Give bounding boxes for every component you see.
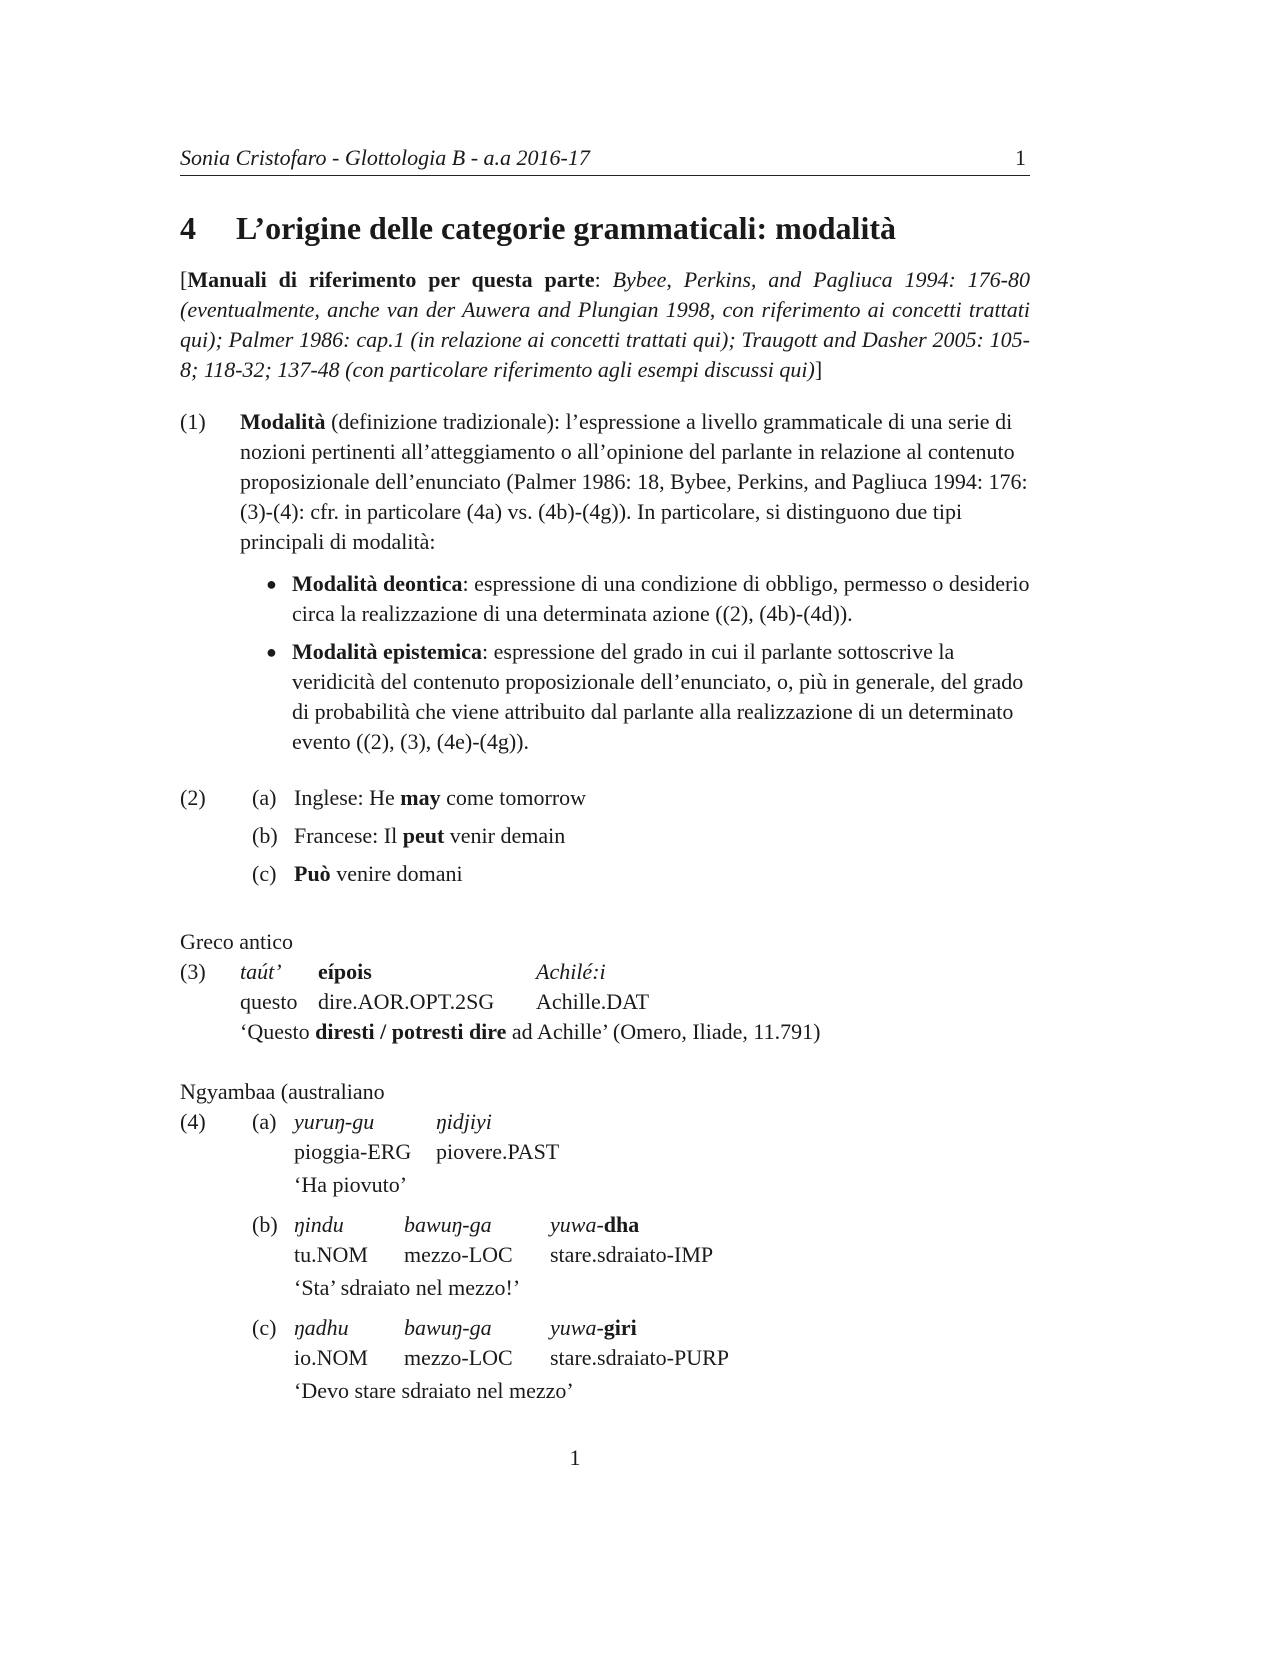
list-item: ● Modalità deontica: espressione di una condizione di obbligo, permesso o desiderio circa la realizzazione di una determinata azione ((2), (4b)-(4d)). <box>266 571 1030 626</box>
example-4a: (a) yuruŋ-gu ŋidjiyi pioggia-ERG piovere.PAST ‘Ha piovuto’ <box>240 1107 1030 1200</box>
translation: ‘Sta’ sdraiato nel mezzo!’ <box>294 1275 521 1300</box>
section-title <box>180 210 1030 247</box>
modality-types-list <box>240 569 1030 757</box>
example-1 <box>180 407 1030 765</box>
language-label: Greco antico <box>180 929 293 954</box>
page <box>180 145 1030 1416</box>
example-2a: (a) Inglese: He may come tomorrow <box>252 785 587 810</box>
example-4 <box>180 1107 1030 1416</box>
example-4b: (b) ŋindu bawuŋ-ga yuwa-dha tu.NOM mezzo-LOC stare.sdraiato-IMP ‘Sta’ sdraiato nel mezzo!’ <box>240 1210 1030 1303</box>
list-item: ● Modalità epistemica: espressione del grado in cui il parlante sottoscrive la veridicità del contenuto proposizionale dell’enunciato, o, più in generale, del grado di probabilità che viene attribuito dal parlante alla realizzazione di un determinato evento ((2), (3), (4e)-(4g)). <box>266 639 1024 754</box>
example-number: (1) <box>180 409 206 434</box>
section-number: 4 <box>180 210 196 246</box>
example-number: (4) <box>180 1109 206 1134</box>
example-number: (2) <box>180 785 206 810</box>
section-title-text: L’origine delle categorie grammaticali: modalità <box>236 210 896 246</box>
running-header <box>180 145 1030 176</box>
bullet-icon: ● <box>266 642 277 662</box>
language-label: Ngyambaa (australiano <box>180 1079 385 1104</box>
interlinear-gloss: ŋindu bawuŋ-ga yuwa-dha tu.NOM mezzo-LOC stare.sdraiato-IMP <box>294 1212 714 1267</box>
translation: ‘Questo diresti / potresti dire ad Achille’ (Omero, Iliade, 11.791) <box>240 1019 821 1044</box>
running-title: Sonia Cristofaro - Glottologia B - a.a 2016-17 <box>180 145 590 170</box>
header-page-number: 1 <box>1015 145 1026 170</box>
bullet-icon: ● <box>266 574 277 594</box>
interlinear-gloss: yuruŋ-gu ŋidjiyi pioggia-ERG piovere.PAST <box>294 1109 560 1164</box>
translation: ‘Devo stare sdraiato nel mezzo’ <box>294 1378 574 1403</box>
interlinear-gloss: ŋadhu bawuŋ-ga yuwa-giri io.NOM mezzo-LOC stare.sdraiato-PURP <box>294 1315 730 1370</box>
example-4c: (c) ŋadhu bawuŋ-ga yuwa-giri io.NOM mezzo-LOC stare.sdraiato-PURP ‘Devo stare sdraiato nel mezzo’ <box>240 1313 1030 1406</box>
example-2 <box>180 783 1030 897</box>
footer-page-number: 1 <box>569 1445 581 1470</box>
references-label: Manuali di riferimento per questa parte <box>187 267 595 292</box>
translation: ‘Ha piovuto’ <box>294 1172 408 1197</box>
modality-definition: Modalità (definizione tradizionale): l’espressione a livello grammaticale di una serie di nozioni pertinenti all’atteggiamento o all’opinione del parlante in relazione al contenuto proposizionale dell’enunciato (Palmer 1986: 18, Bybee, Perkins, and Pagliuca 1994: 176: (3)-(4): cfr. in particolare (4a) vs. (4b)-(4g)). In particolare, si distinguono due tipi principali di modalità: <box>240 409 1028 554</box>
example-3 <box>180 957 1030 1047</box>
references-text: Bybee, Perkins, and Pagliuca 1994: 176-80 (eventualmente, anche van der Auwera and Plungian 1998, con riferimento ai concetti trattati qui); Palmer 1986: cap.1 (in relazione ai concetti trattati qui); Traugott and Dasher 2005: 105-8; 118-32; 137-48 (con particolare riferimento agli esempi discussi qui) <box>180 267 1031 382</box>
references-paragraph: [Manuali di riferimento per questa parte: Bybee, Perkins, and Pagliuca 1994: 176-80 (eventualmente, anche van der Auwera and Plungian 1998, con riferimento ai concetti trattati qui); Palmer 1986: cap.1 (in relazione ai concetti trattati qui); Traugott and Dasher 2005: 105-8; 118-32; 137-48 (con particolare riferimento agli esempi discussi qui)] <box>180 267 1031 382</box>
example-2c: (c) Può venire domani <box>252 861 463 886</box>
example-2b: (b) Francese: Il peut venir demain <box>252 823 566 848</box>
example-number: (3) <box>180 959 206 984</box>
interlinear-gloss: taút’ eípois Achilé:i questo dire.AOR.OPT.2SG Achille.DAT <box>240 959 650 1014</box>
modality-term: Modalità <box>240 409 326 434</box>
